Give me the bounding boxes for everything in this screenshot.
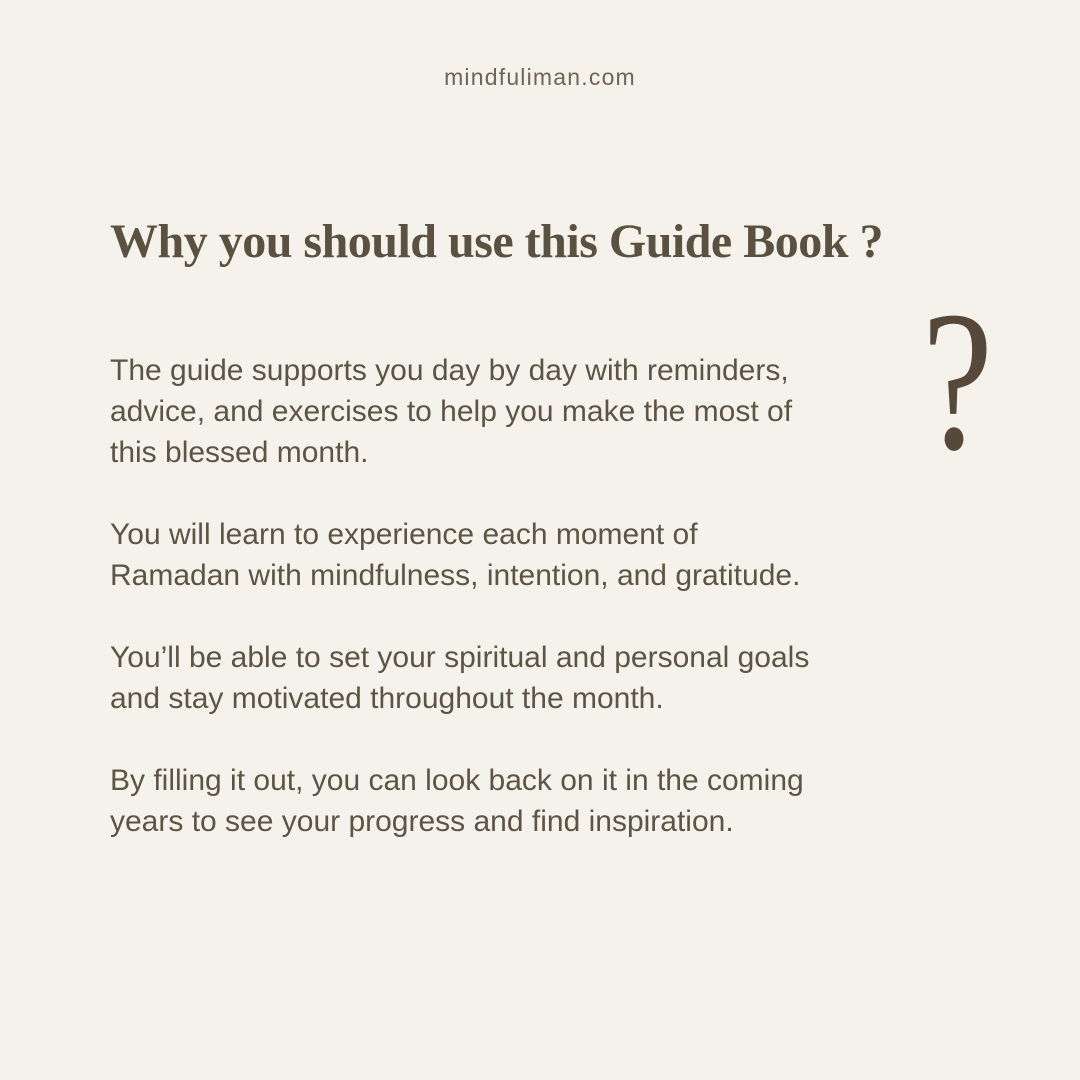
decorative-question-mark: ? [922,271,994,492]
paragraph-learn-experience: You will learn to experience each moment of Ramadan with mindfulness, intention, and gratitude. [110,518,801,592]
site-url: mindfuliman.com [444,64,636,90]
body-copy [110,350,920,883]
paragraph-guide-supports: The guide supports you day by day with reminders, advice, and exercises to help you make the most of this blessed month. [110,354,793,469]
page-title: Why you should use this Guide Book ? [110,215,883,268]
paragraph-look-back: By filling it out, you can look back on it in the coming years to see your progress and find inspiration. [110,764,804,838]
paragraph-set-goals: You’ll be able to set your spiritual and personal goals and stay motivated throughout the month. [110,641,810,715]
